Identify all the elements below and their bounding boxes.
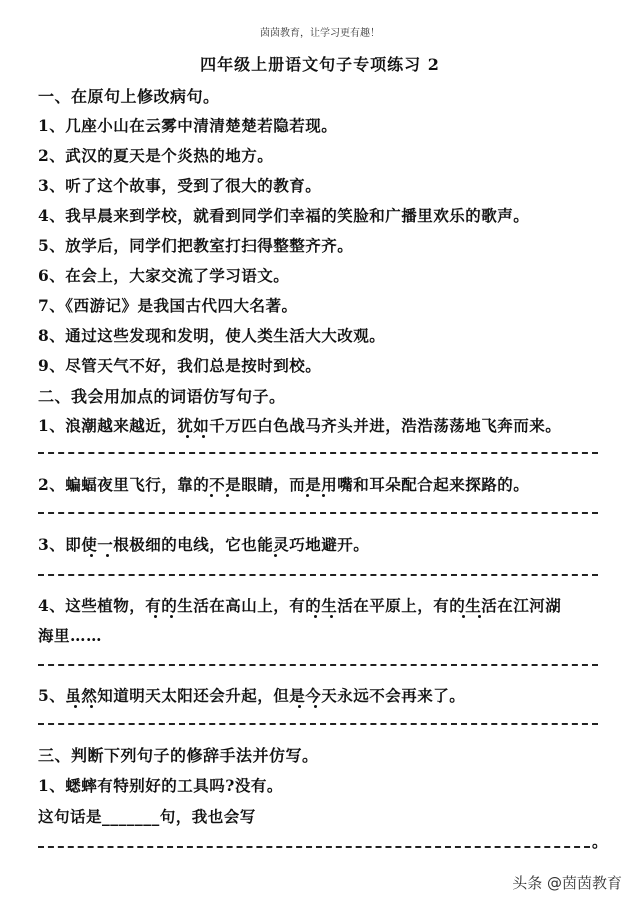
emphasis-dot [202,435,205,438]
s1-item-3: 3、听了这个故事，受到了很大的教育。 [38,176,322,195]
s3-item-1: 1、蟋蟀有特别好的工具吗?没有。 [38,776,283,795]
s1-item-5: 5、放学后，同学们把教室打扫得整整齐齐。 [38,236,354,255]
emphasis-dot [462,615,465,618]
s1-item-7: 7、《西游记》是我国古代四大名著。 [38,296,298,315]
emphasis-dot [210,494,213,497]
emphasis-dot [170,615,173,618]
section-3-heading: 三、判断下列句子的修辞手法并仿写。 [38,746,319,765]
s1-item-4: 4、我早晨来到学校，就看到同学们幸福的笑脸和广播里欢乐的歌声。 [38,206,530,225]
answer-line[interactable] [38,664,598,666]
s3-fill-prompt: 这句话是_______句，我也会写 [38,807,256,826]
section-2-heading: 二、我会用加点的词语仿写句子。 [38,387,286,406]
s1-item-1: 1、几座小山在云雾中清清楚楚若隐若现。 [38,116,338,135]
answer-line[interactable] [38,512,598,514]
emphasis-dot [154,615,157,618]
answer-line[interactable] [38,452,598,454]
worksheet-title: 四年级上册语文句子专项练习 2 [200,55,440,74]
emphasis-dot [186,435,189,438]
answer-line[interactable] [38,723,598,725]
s2-item-4-line-1: 4、这些植物，有的生活在高山上，有的生活在平原上，有的生活在江河湖 [38,596,562,615]
emphasis-dot [478,615,481,618]
emphasis-dot [74,705,77,708]
s1-item-2: 2、武汉的夏天是个炎热的地方。 [38,146,274,165]
s2-item-2: 2、蝙蝠夜里飞行，靠的不是眼睛，而是用嘴和耳朵配合起来探路的。 [38,475,530,494]
answer-line[interactable] [38,574,598,576]
emphasis-dot [322,494,325,497]
emphasis-dot [314,615,317,618]
emphasis-dot [226,494,229,497]
section-1-heading: 一、在原句上修改病句。 [38,87,220,106]
emphasis-dot [90,554,93,557]
answer-line[interactable] [38,846,590,848]
emphasis-dot [330,615,333,618]
emphasis-dot [106,554,109,557]
s1-item-6: 6、在会上，大家交流了学习语文。 [38,266,290,285]
emphasis-dot [274,554,277,557]
s1-item-8: 8、通过这些发现和发明，使人类生活大大改观。 [38,326,386,345]
end-period: 。 [592,832,609,851]
s2-item-3: 3、即使一根极细的电线，它也能灵巧地避开。 [38,535,370,554]
emphasis-dot [314,705,317,708]
s2-item-1: 1、浪潮越来越近，犹如千万匹白色战马齐头并进，浩浩荡荡地飞奔而来。 [38,416,562,435]
watermark: 头条 @茵茵教育 [512,874,622,892]
emphasis-dot [298,705,301,708]
s2-item-4-line-2: 海里…… [38,626,103,645]
s1-item-9: 9、尽管天气不好，我们总是按时到校。 [38,356,322,375]
s2-item-5: 5、虽然知道明天太阳还会升起，但是今天永远不会再来了。 [38,686,466,705]
emphasis-dot [306,494,309,497]
emphasis-dot [90,705,93,708]
page-header: 茵茵教育，让学习更有趣！ [260,28,380,39]
